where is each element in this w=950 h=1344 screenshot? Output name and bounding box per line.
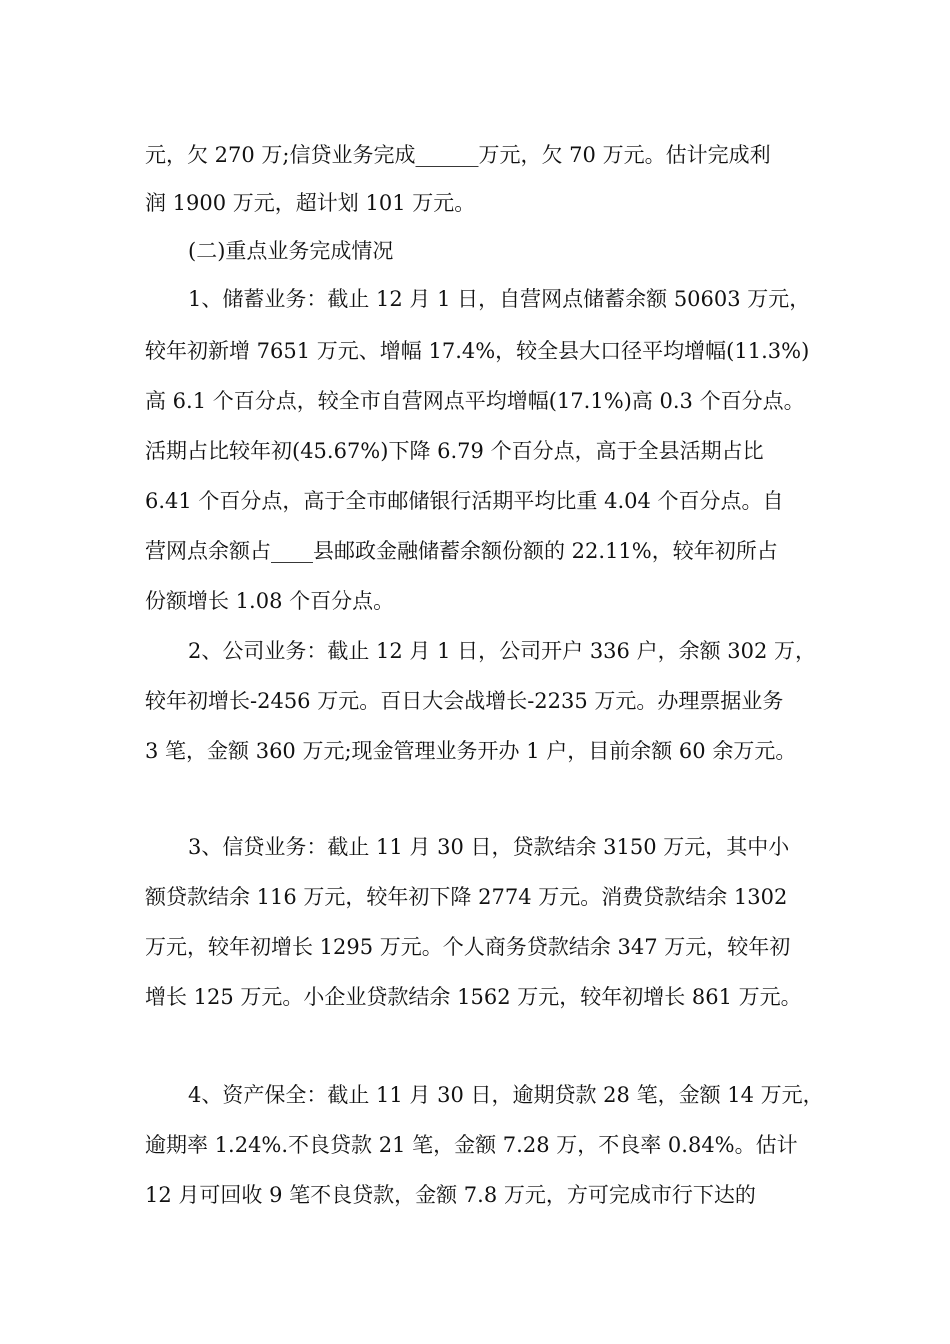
text-line-18: 4、资产保全：截止 11 月 30 日，逾期贷款 28 笔，金额 14 万元， <box>188 1083 824 1107</box>
text-line-11: 2、公司业务：截止 12 月 1 日，公司开户 336 户，余额 302 万， <box>188 639 817 663</box>
text-line-9: 营网点余额占____县邮政金融储蓄余额份额的 22.11%，较年初所占 <box>145 539 778 563</box>
text-line-7: 活期占比较年初(45.67%)下降 6.79 个百分点，高于全县活期占比 <box>145 439 764 463</box>
text-line-6: 高 6.1 个百分点，较全市自营网点平均增幅(17.1%)高 0.3 个百分点。 <box>145 389 805 413</box>
text-line-1: 元，欠 270 万;信贷业务完成______万元，欠 70 万元。估计完成利 <box>145 143 771 167</box>
text-line-2: 润 1900 万元，超计划 101 万元。 <box>145 191 476 215</box>
text-line-5: 较年初新增 7651 万元、增幅 17.4%，较全县大口径平均增幅(11.3%) <box>145 339 810 363</box>
text-line-15: 额贷款结余 116 万元，较年初下降 2774 万元。消费贷款结余 1302 <box>145 885 788 909</box>
text-line-4: 1、储蓄业务：截止 12 月 1 日，自营网点储蓄余额 50603 万元， <box>188 287 811 311</box>
text-line-12: 较年初增长-2456 万元。百日大会战增长-2235 万元。办理票据业务 <box>145 689 784 713</box>
text-line-16: 万元，较年初增长 1295 万元。个人商务贷款结余 347 万元，较年初 <box>145 935 791 959</box>
section-heading: (二)重点业务完成情况 <box>188 239 394 263</box>
text-line-20: 12 月可回收 9 笔不良贷款，金额 7.8 万元，方可完成市行下达的 <box>145 1183 756 1207</box>
text-line-8: 6.41 个百分点，高于全市邮储银行活期平均比重 4.04 个百分点。自 <box>145 489 784 513</box>
text-line-17: 增长 125 万元。小企业贷款结余 1562 万元，较年初增长 861 万元。 <box>145 985 802 1009</box>
text-line-14: 3、信贷业务：截止 11 月 30 日，贷款结余 3150 万元，其中小 <box>188 835 790 859</box>
text-line-10: 份额增长 1.08 个百分点。 <box>145 589 395 613</box>
text-line-13: 3 笔，金额 360 万元;现金管理业务开办 1 户，目前余额 60 余万元。 <box>145 739 797 763</box>
text-line-19: 逾期率 1.24%.不良贷款 21 笔，金额 7.28 万，不良率 0.84%。估计 <box>145 1133 798 1157</box>
